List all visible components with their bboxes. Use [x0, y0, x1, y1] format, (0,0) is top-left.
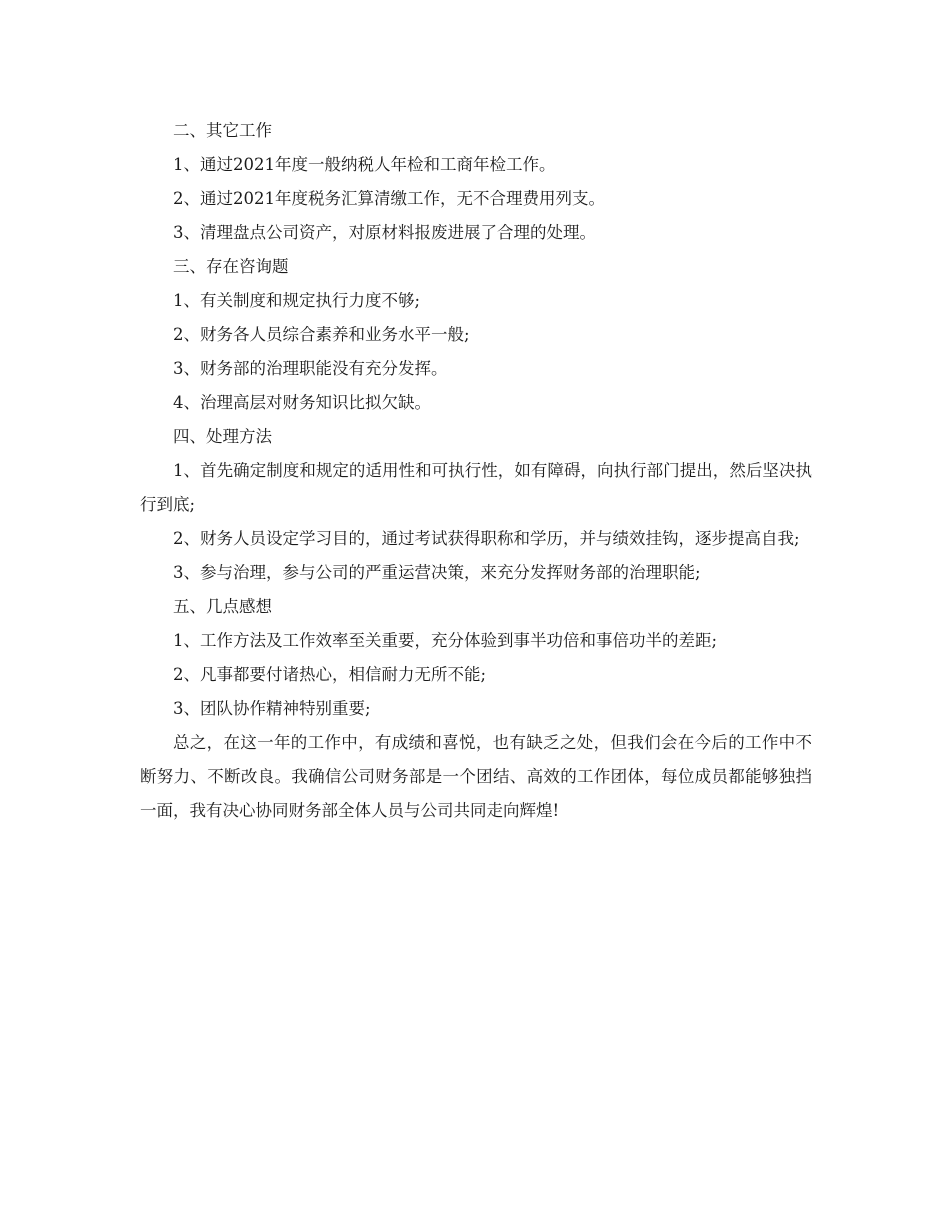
paragraph: 2、通过2021年度税务汇算清缴工作，无不合理费用列支。: [173, 189, 605, 208]
paragraph: 3、清理盘点公司资产，对原材料报废进展了合理的处理。: [173, 223, 596, 242]
paragraph: 1、工作方法及工作效率至关重要，充分体验到事半功倍和事倍功半的差距;: [173, 631, 718, 650]
section-heading-problems: 三、存在咨询题: [173, 257, 289, 276]
paragraph: 1、有关制度和规定执行力度不够;: [173, 291, 421, 310]
document-body: [140, 114, 812, 828]
section-heading-solutions: 四、处理方法: [173, 427, 272, 446]
paragraph: 3、财务部的治理职能没有充分发挥。: [173, 359, 448, 378]
paragraph: 4、治理高层对财务知识比拟欠缺。: [173, 393, 431, 412]
paragraph: 3、团队协作精神特别重要;: [173, 699, 371, 718]
paragraph: 3、参与治理，参与公司的严重运营决策，来充分发挥财务部的治理职能;: [173, 563, 701, 582]
section-heading-reflections: 五、几点感想: [173, 597, 272, 616]
section-heading-other-work: 二、其它工作: [173, 121, 272, 140]
paragraph: 2、凡事都要付诸热心，相信耐力无所不能;: [173, 665, 487, 684]
conclusion-paragraph: 总之，在这一年的工作中，有成绩和喜悦，也有缺乏之处，但我们会在今后的工作中不断努力、不断改良。我确信公司财务部是一个团结、高效的工作团体，每位成员都能够独挡一面，我有决心协同财务部全体人员与公司共同走向辉煌!: [140, 733, 812, 820]
paragraph: 2、财务各人员综合素养和业务水平一般;: [173, 325, 470, 344]
paragraph: 2、财务人员设定学习目的，通过考试获得职称和学历，并与绩效挂钩，逐步提高自我;: [173, 529, 800, 548]
paragraph: 1、首先确定制度和规定的适用性和可执行性，如有障碍，向执行部门提出，然后坚决执行到底;: [140, 461, 812, 514]
paragraph: 1、通过2021年度一般纳税人年检和工商年检工作。: [173, 155, 556, 174]
